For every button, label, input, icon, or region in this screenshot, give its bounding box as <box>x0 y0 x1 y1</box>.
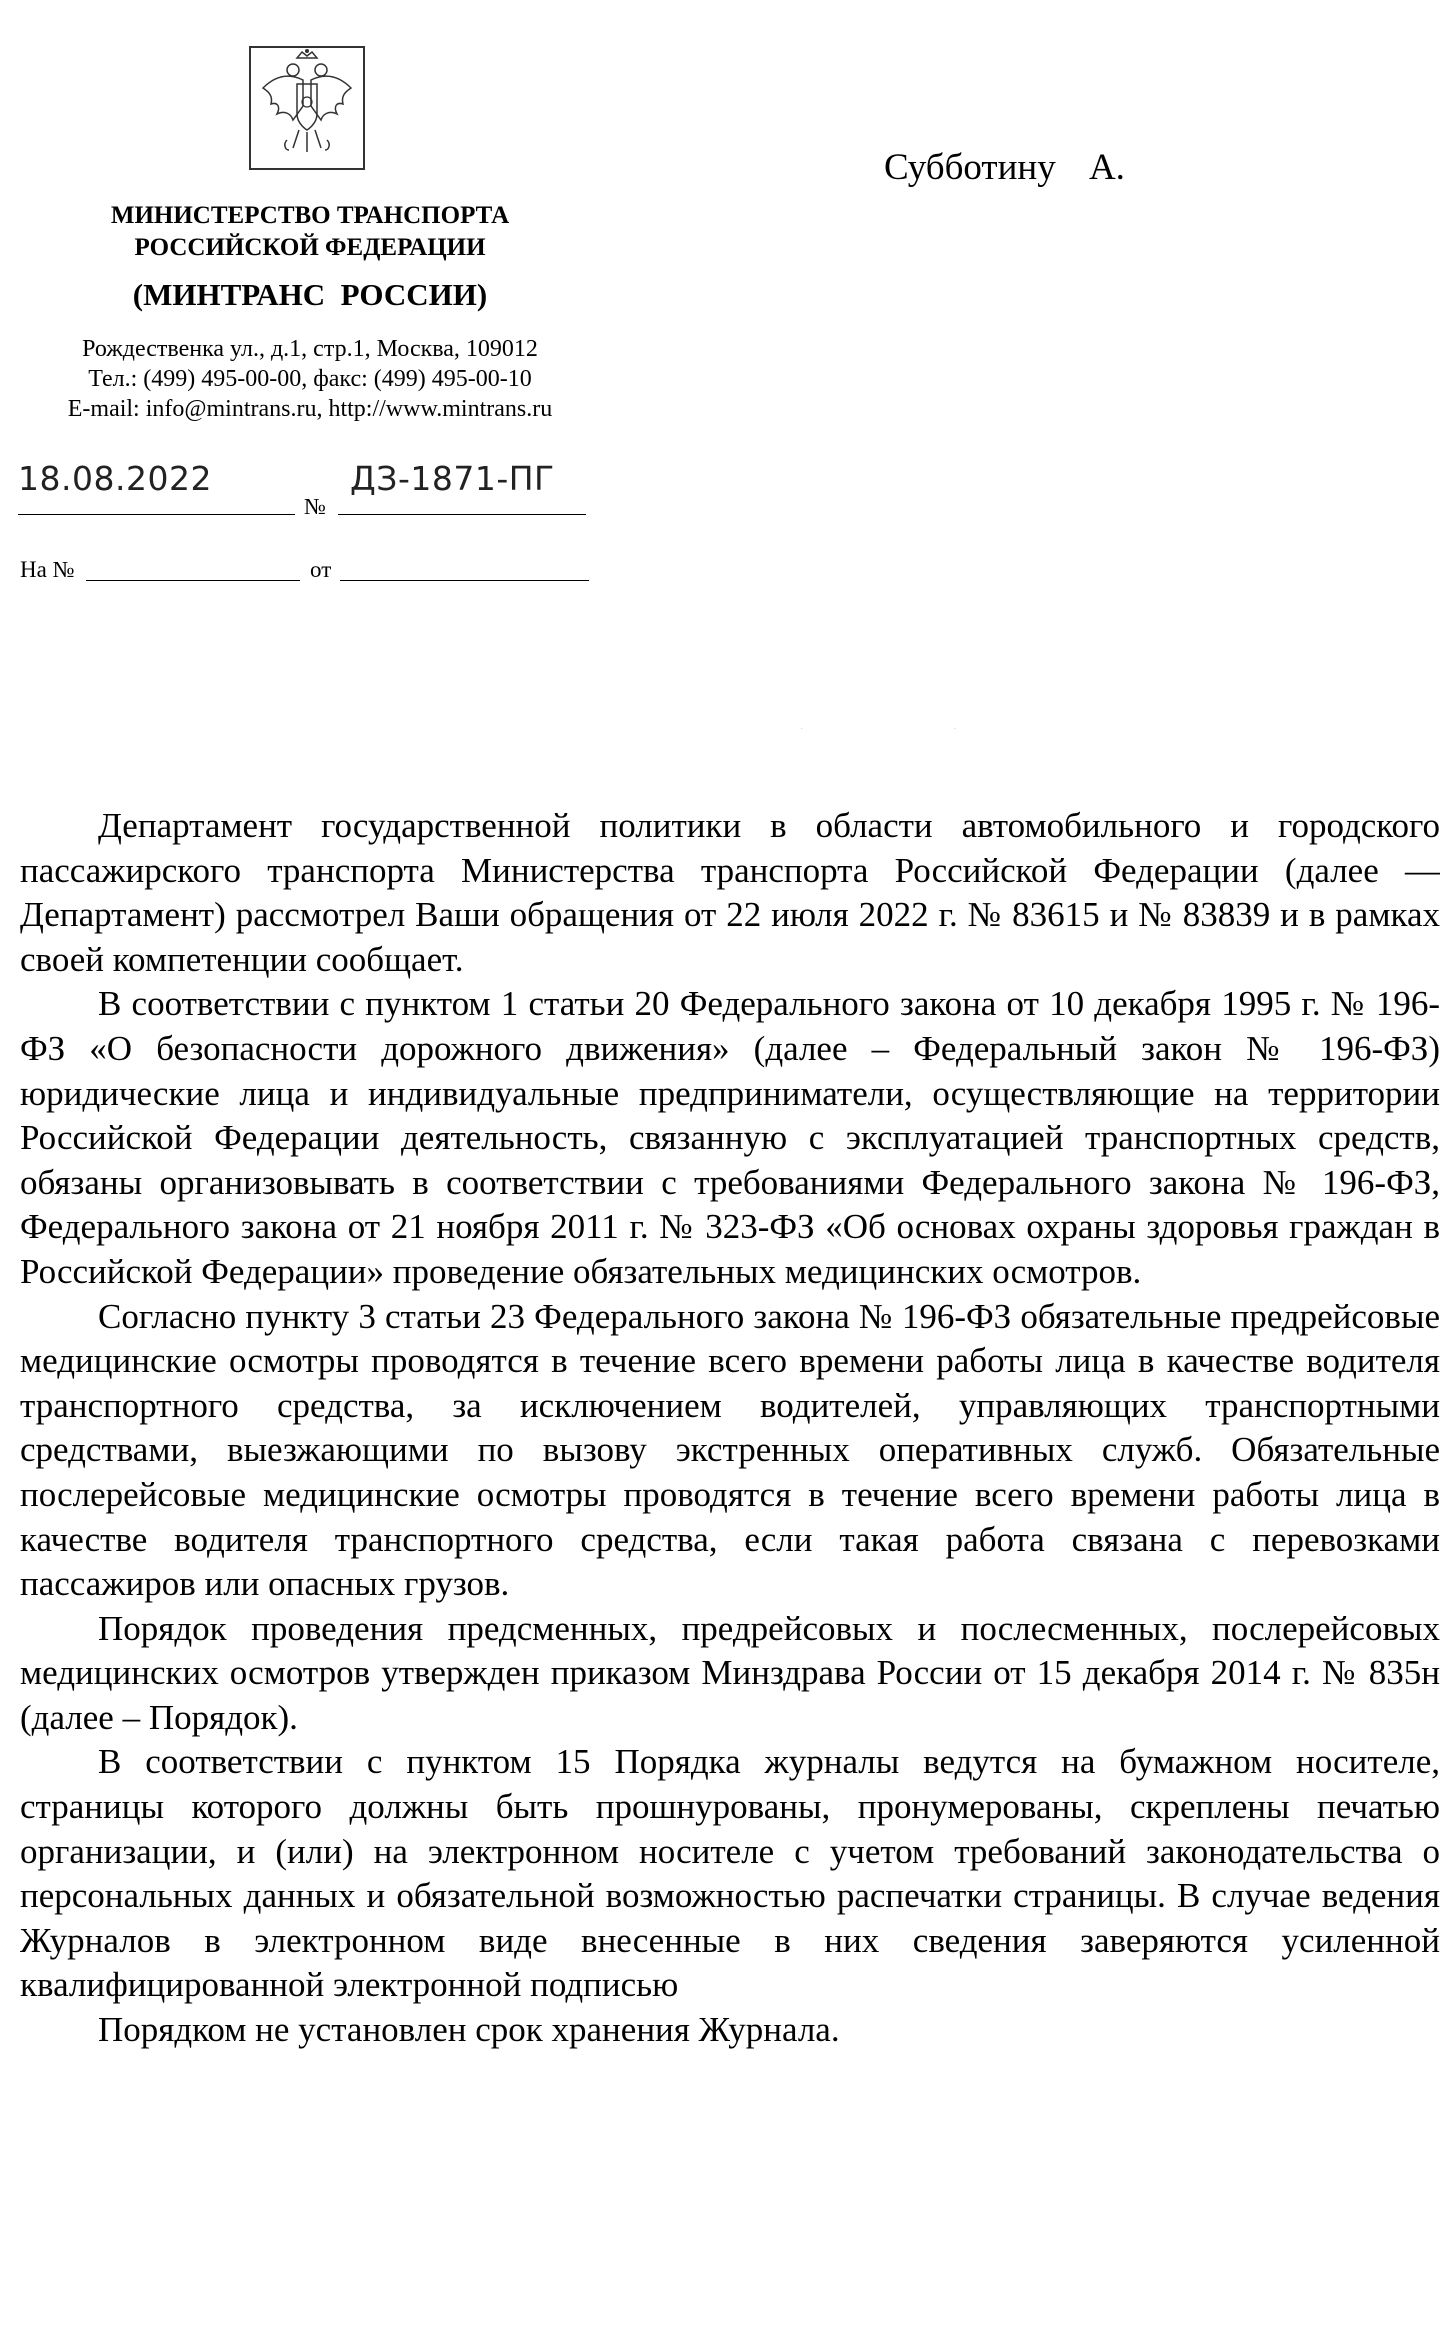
faint-separator: · · <box>800 724 957 735</box>
ministry-abbreviation: (МИНТРАНС РОССИИ) <box>132 277 488 312</box>
coat-of-arms-icon <box>247 44 367 172</box>
body-paragraph: В соответствии с пунктом 15 Порядка журналы ведутся на бумажном носителе, страницы которого должны быть прошнурованы, пронумерованы, скреплены печатью организации, и (или) на электронном носителе с учетом требований законодательства о персональных данных и обязательной возможностью распечатки страницы. В случае ведения Журналов в электронном виде внесенные в них сведения заверяются усиленной квалифицированной электронной подписью <box>20 1742 1440 2005</box>
body-paragraph: Порядком не установлен срок хранения Журнала. <box>98 2010 840 2050</box>
body-paragraph: Согласно пункту 3 статьи 23 Федерального закона № 196-ФЗ обязательные предрейсовые медицинские осмотры проводятся в течение всего времени работы лица в качестве водителя транспортного средства, за исключением водителей, управляющих транспортными средствами, выезжающими по вызову экстренных оперативных служб. Обязательные послерейсовые медицинские осмотры проводятся в течение всего времени работы лица в качестве водителя транспортного средства, если такая работа связана с перевозками пассажиров или опасных грузов. <box>20 1296 1440 1604</box>
body-paragraph: Порядок проведения предсменных, предрейсовых и послесменных, послерейсовых медицинских осмотров утвержден приказом Минздрава России от 15 декабря 2014 г. № 835н (далее – Порядок). <box>20 1608 1440 1737</box>
number-underline <box>338 514 586 515</box>
addressee-name: Субботину А. <box>884 147 1125 188</box>
from-label: от <box>310 557 332 582</box>
body-paragraph: В соответствии с пунктом 1 статьи 20 Федерального закона от 10 декабря 1995 г. № 196-ФЗ «О безопасности дорожного движения» (далее – Федеральный закон № 196-ФЗ) юридические лица и индивидуальные предприниматели, осуществляющие на территории Российской Федерации деятельность, связанную с эксплуатацией транспортных средств, обязаны организовывать в соответствии с требованиями Федерального закона № 196-ФЗ, Федерального закона от 21 ноября 2011 г. № 323-ФЗ «Об основах охраны здоровья граждан в Российской Федерации» проведение обязательных медицинских осмотров. <box>20 984 1440 1291</box>
reply-to-label: На № <box>20 557 75 582</box>
ministry-name <box>20 200 600 264</box>
phone-line: Тел.: (499) 495-00-00, факс: (499) 495-00-10 <box>88 366 532 392</box>
from-underline <box>340 580 589 581</box>
date-underline <box>18 514 295 515</box>
letter-body <box>20 804 1440 2053</box>
registration-number: ДЗ-1871-ПГ <box>350 459 555 498</box>
email-web-line: E-mail: info@mintrans.ru, http://www.mintrans.ru <box>67 396 553 422</box>
contact-block <box>10 334 610 424</box>
number-sign: № <box>304 494 326 519</box>
reply-to-underline <box>86 580 300 581</box>
address-line: Рождественка ул., д.1, стр.1, Москва, 109012 <box>82 336 538 362</box>
registration-date: 18.08.2022 <box>18 459 212 498</box>
body-paragraph: Департамент государственной политики в области автомобильного и городского пассажирского транспорта Министерства транспорта Российской Федерации (далее — Департамент) рассмотрел Ваши обращения от 22 июля 2022 г. № 83615 и № 83839 и в рамках своей компетенции сообщает. <box>20 806 1440 979</box>
ministry-name-line2: РОССИЙСКОЙ ФЕДЕРАЦИИ <box>134 234 486 261</box>
ministry-name-line1: МИНИСТЕРСТВО ТРАНСПОРТА <box>110 202 510 229</box>
